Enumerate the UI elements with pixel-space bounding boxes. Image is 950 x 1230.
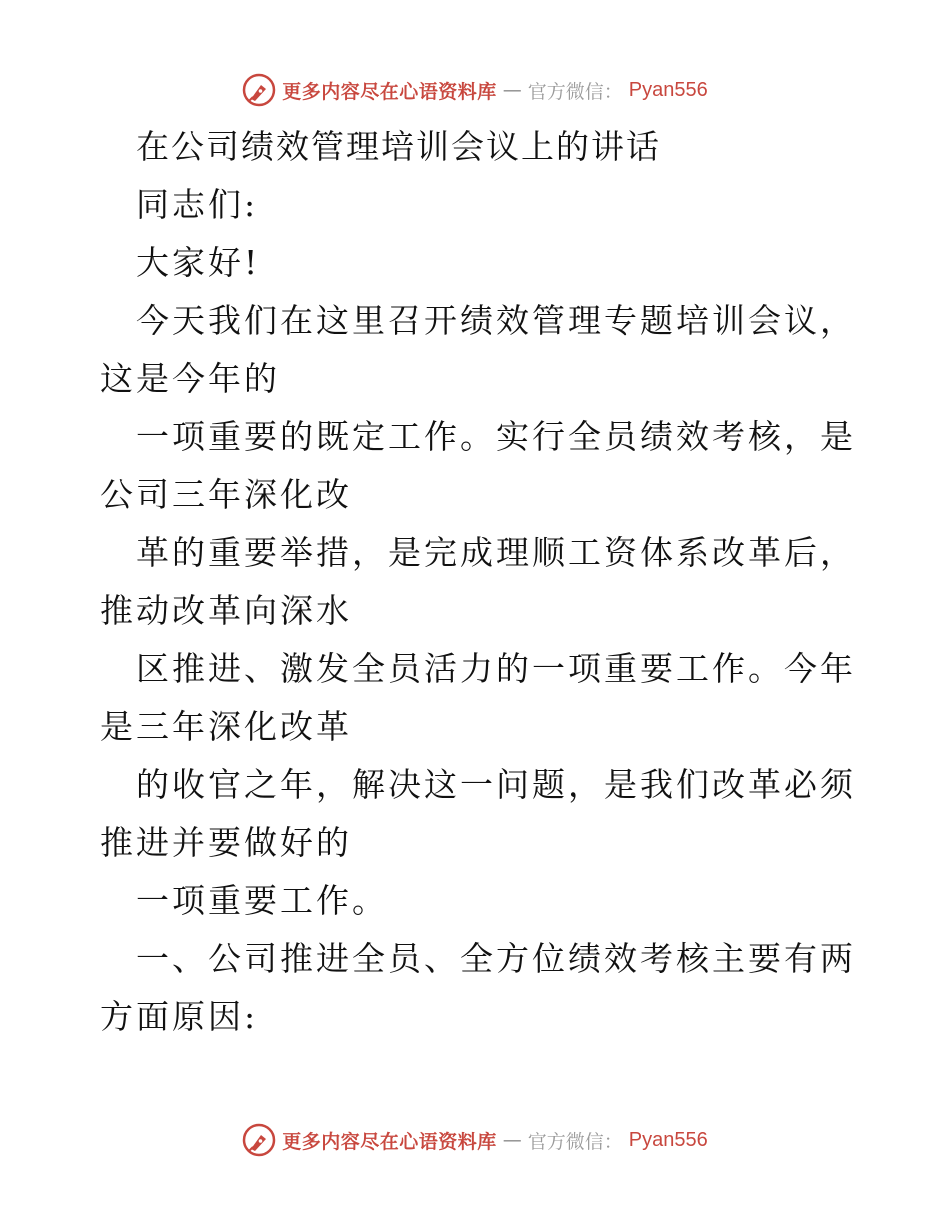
footer-banner bbox=[0, 1120, 950, 1160]
banner-dash: — bbox=[502, 1129, 522, 1151]
banner-wechat-id: Pyan556 bbox=[628, 1128, 708, 1151]
banner-dash: — bbox=[502, 79, 522, 101]
banner-wechat-id: Pyan556 bbox=[628, 78, 708, 101]
banner-text: 更多内容尽在心语资料库 bbox=[282, 80, 497, 103]
banner-wechat-label: 官方微信： bbox=[527, 80, 623, 103]
paragraph: 一项重要的既定工作。实行全员绩效考核，是公司三年深化改 bbox=[100, 417, 856, 514]
document-body bbox=[100, 118, 860, 1046]
pen-nib-logo-icon bbox=[242, 73, 276, 107]
paragraph: 一项重要工作。 bbox=[136, 881, 388, 920]
salutation: 同志们: bbox=[136, 185, 259, 224]
pen-nib-logo-icon bbox=[242, 1123, 276, 1157]
paragraph: 革的重要举措，是完成理顺工资体系改革后，推动改革向深水 bbox=[100, 533, 856, 630]
banner-wechat-label: 官方微信： bbox=[527, 1130, 623, 1153]
greeting: 大家好! bbox=[136, 243, 261, 282]
paragraph: 一、公司推进全员、全方位绩效考核主要有两方面原因: bbox=[100, 939, 856, 1036]
document-title: 在公司绩效管理培训会议上的讲话 bbox=[136, 127, 661, 166]
paragraph: 今天我们在这里召开绩效管理专题培训会议，这是今年的 bbox=[100, 301, 856, 398]
banner-text: 更多内容尽在心语资料库 bbox=[282, 1130, 497, 1153]
paragraph: 区推进、激发全员活力的一项重要工作。今年是三年深化改革 bbox=[100, 649, 856, 746]
header-banner bbox=[0, 70, 950, 110]
paragraph: 的收官之年，解决这一问题，是我们改革必须推进并要做好的 bbox=[100, 765, 856, 862]
